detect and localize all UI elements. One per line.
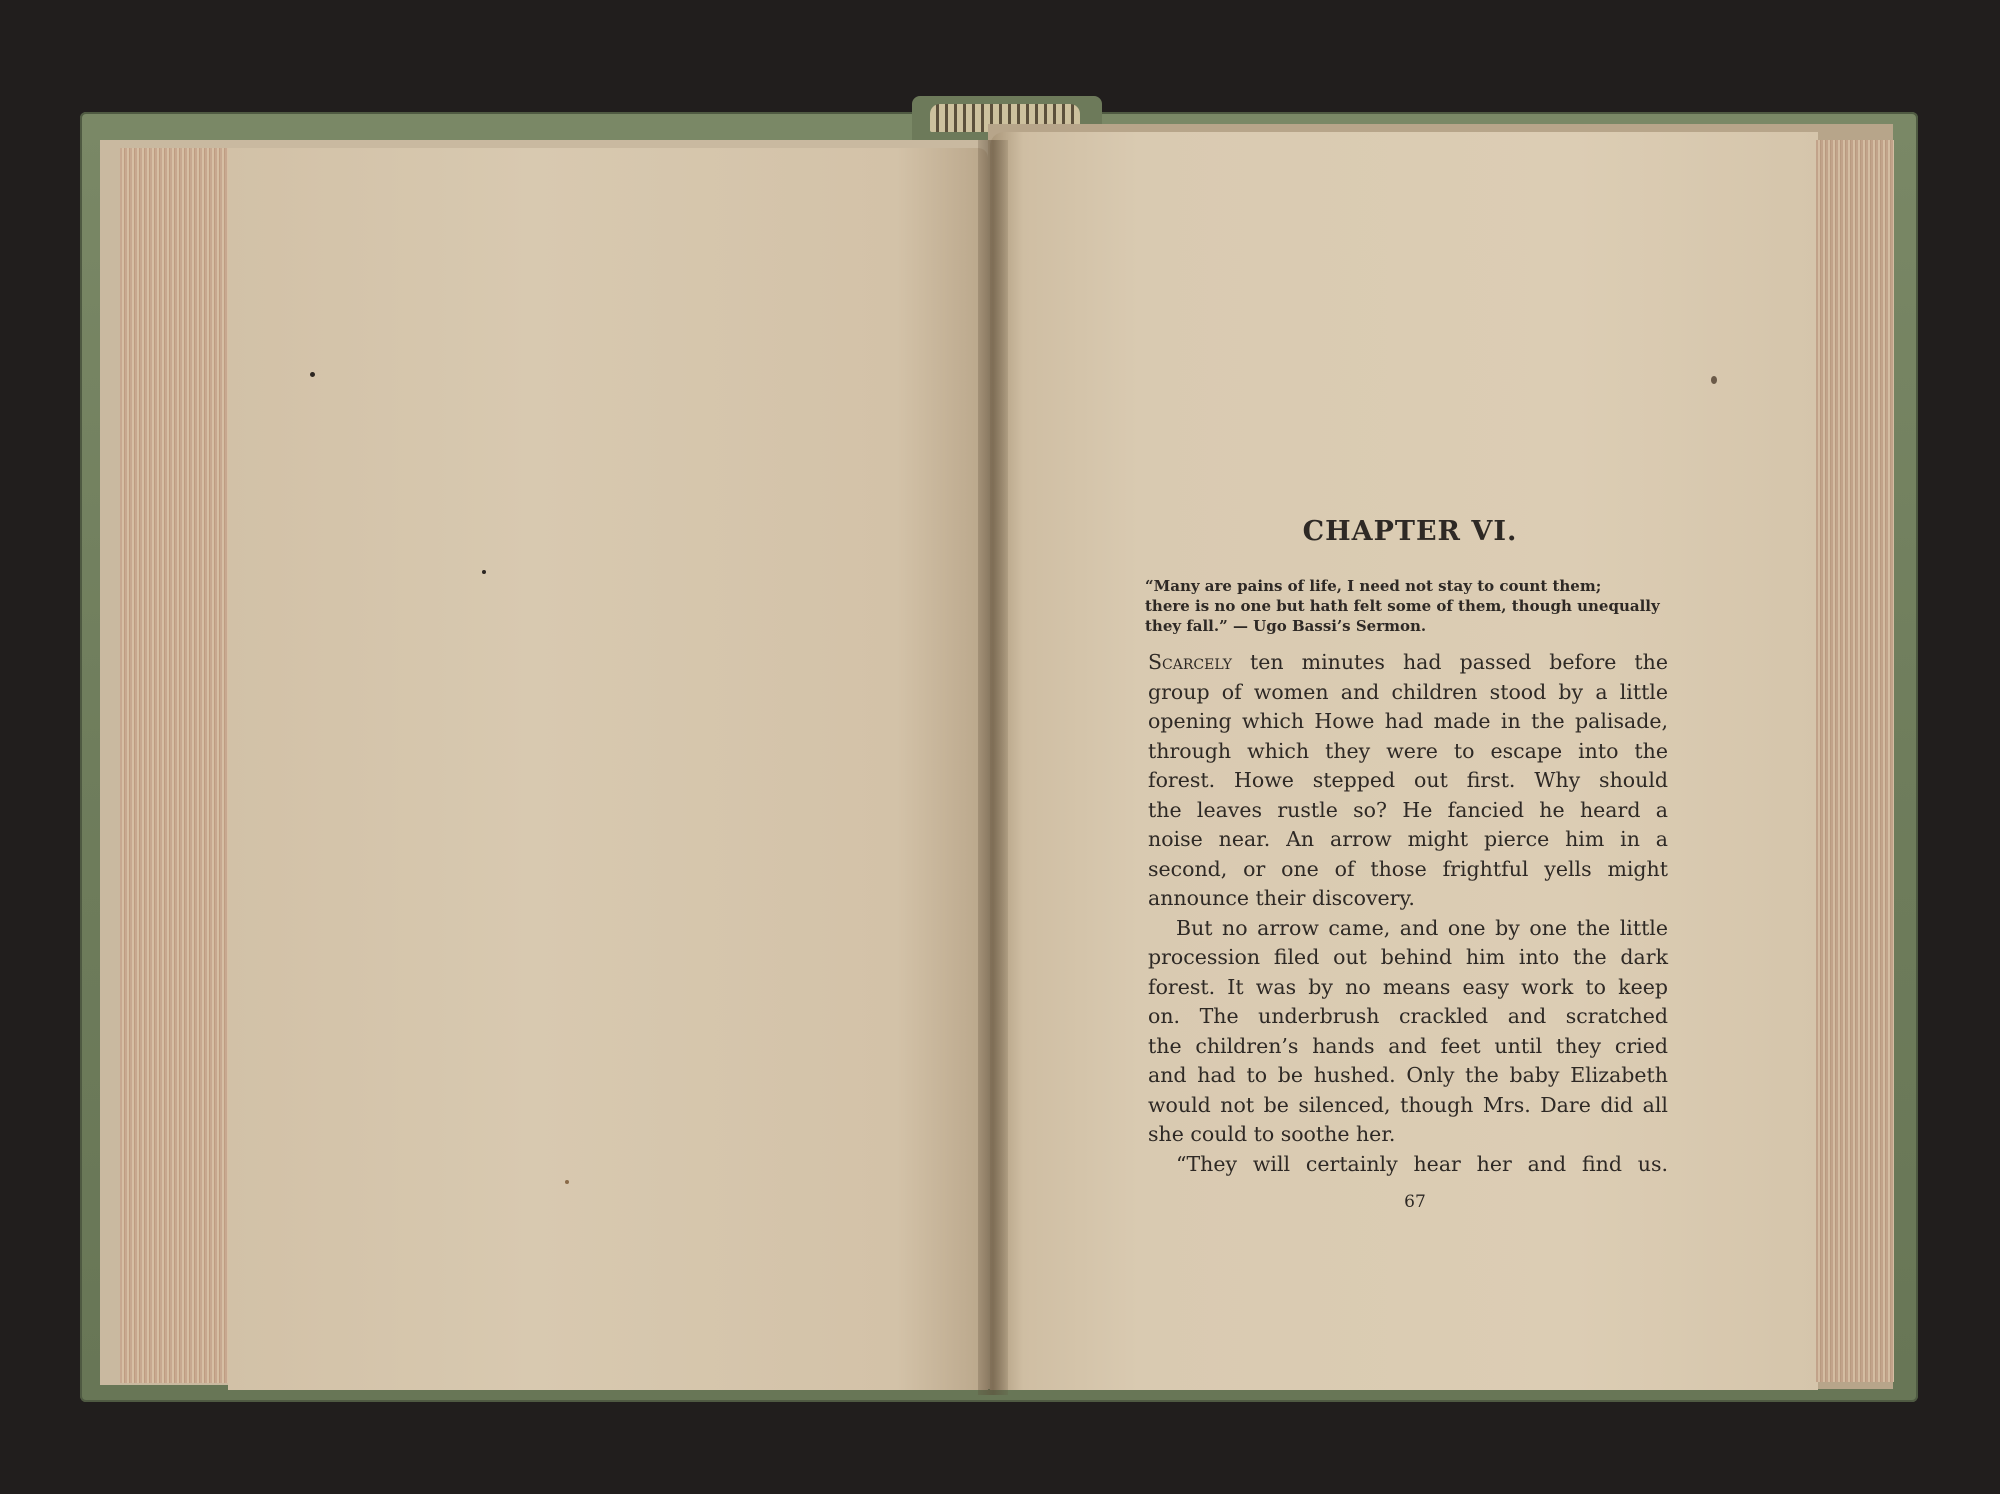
epigraph-line: there is no one but hath felt some of them, though unequally (1145, 597, 1660, 615)
body-line: the leaves rustle so? He fancied he heard a (1148, 797, 1668, 822)
drop-word: Scarcely (1148, 650, 1232, 674)
body-line: forest. Howe stepped out first. Why should (1148, 768, 1668, 792)
epigraph-line: they fall.” — Ugo Bassi’s Sermon. (1145, 617, 1427, 635)
paper-speck (1711, 376, 1717, 384)
body-line: “They will certainly hear her and find us. (1176, 1151, 1668, 1176)
epigraph (1145, 576, 1665, 636)
body-line-rest: ten minutes had passed before the (1231, 650, 1668, 674)
body-line: procession filed out behind him into the dark (1148, 945, 1668, 969)
paper-speck (565, 1180, 569, 1184)
body-line: second, or one of those frightful yells might (1148, 856, 1668, 881)
body-line: the children’s hands and feet until they cried (1148, 1033, 1668, 1058)
right-page-edges (1816, 140, 1894, 1382)
body-line: and had to be hushed. Only the baby Elizabeth (1148, 1063, 1668, 1087)
body-line: on. The underbrush crackled and scratched (1148, 1004, 1668, 1028)
body-line: forest. It was by no means easy work to keep (1148, 974, 1668, 999)
body-text (1148, 648, 1668, 1179)
body-line (1148, 648, 1668, 678)
body-line: But no arrow came, and one by one the little (1176, 915, 1668, 940)
body-line: would not be silenced, though Mrs. Dare did all (1148, 1092, 1668, 1117)
book-gutter (978, 140, 1008, 1395)
left-page-edges (120, 148, 232, 1383)
left-page-blank (228, 148, 988, 1390)
chapter-heading: CHAPTER VI. (1302, 516, 1518, 547)
body-line: group of women and children stood by a little (1148, 679, 1668, 704)
page-number: 67 (1404, 1192, 1426, 1212)
epigraph-line: “Many are pains of life, I need not stay to count them; (1145, 577, 1602, 595)
body-line: she could to soothe her. (1148, 1122, 1396, 1146)
body-line: noise near. An arrow might pierce him in a (1148, 827, 1668, 851)
body-line: through which they were to escape into the (1148, 738, 1668, 763)
body-line: opening which Howe had made in the palisade, (1148, 709, 1668, 733)
body-line: announce their discovery. (1148, 886, 1415, 910)
paper-speck (310, 372, 315, 377)
paper-speck (482, 570, 486, 574)
